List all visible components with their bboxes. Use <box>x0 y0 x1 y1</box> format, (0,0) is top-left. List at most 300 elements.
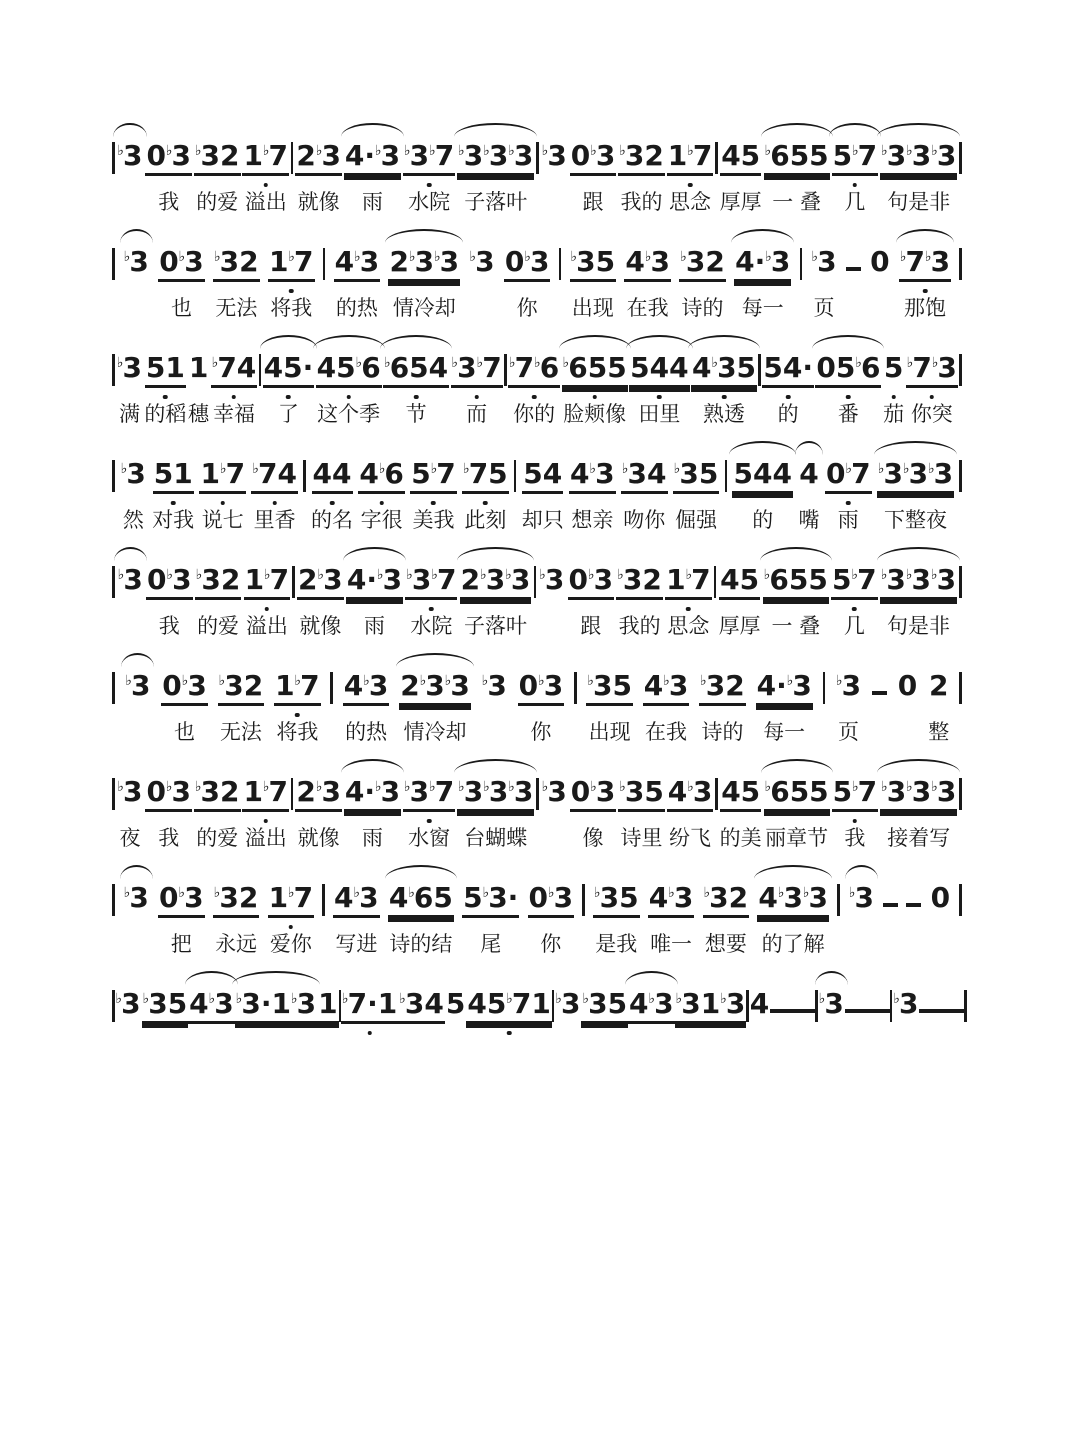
note-figures <box>665 560 712 600</box>
note-group <box>815 348 881 428</box>
note-figures <box>508 348 560 388</box>
lyric-syllable: 夜 <box>119 826 141 850</box>
duration-dash-mark <box>919 984 934 1024</box>
note-digit: 0 <box>570 139 591 172</box>
flat-sign: ♭ <box>125 673 132 689</box>
note-figures <box>405 560 457 600</box>
note-group <box>457 136 534 216</box>
note-digit: 6 <box>384 457 404 490</box>
note-figures <box>691 348 757 388</box>
barline-mark <box>959 242 962 282</box>
flat-sign: ♭ <box>906 143 913 159</box>
note-group <box>116 348 143 428</box>
note-digit: 3 <box>544 563 565 596</box>
note-digit: 3 <box>593 563 614 596</box>
note-group <box>194 772 241 852</box>
note-digit: 1 <box>173 457 193 490</box>
flat-sign: ♭ <box>899 249 907 265</box>
note-figures <box>568 560 615 600</box>
note-digit: 4 <box>263 351 284 384</box>
note-figures <box>541 772 568 812</box>
barline-mark <box>582 878 585 918</box>
note-group <box>457 772 534 852</box>
note-group <box>235 984 317 1024</box>
note-group <box>883 348 904 428</box>
note-figures <box>930 878 951 918</box>
note-digit: 0 <box>518 669 539 702</box>
flat-sign: ♭ <box>931 779 938 795</box>
note-group <box>211 348 258 428</box>
note-text <box>541 775 568 812</box>
flat-sign: ♭ <box>590 779 597 795</box>
note-digit: 2 <box>243 669 264 702</box>
note-group <box>880 136 957 216</box>
barline <box>725 454 728 494</box>
note-digit: 3 <box>219 881 239 914</box>
note-text <box>295 775 342 812</box>
note-digit: 3 <box>488 881 508 914</box>
note-digit: 2 <box>296 775 316 808</box>
lyric-syllable: 满 <box>118 402 140 426</box>
lyric-syllable: 在我 <box>645 720 688 744</box>
barline <box>112 772 115 812</box>
note-text <box>825 457 872 494</box>
lyric-syllable: 无法 <box>219 720 262 744</box>
note-group <box>481 666 508 706</box>
note-text <box>346 563 403 600</box>
flat-sign: ♭ <box>315 143 323 159</box>
note-text <box>570 245 617 282</box>
barline-stroke <box>959 778 962 810</box>
note-group <box>928 666 949 746</box>
note-group <box>344 772 401 852</box>
note-digit: 7 <box>217 351 237 384</box>
note-text <box>906 351 958 388</box>
note-figures <box>398 984 445 1024</box>
note-figures <box>883 348 904 388</box>
note-text <box>541 139 568 176</box>
note-text <box>667 775 714 812</box>
note-digit: 4 <box>735 245 755 278</box>
note-digit: 3 <box>510 563 531 596</box>
lyric-syllable: 将我 <box>270 296 313 320</box>
note-digit: 7 <box>691 563 711 596</box>
note-digit: 4 <box>756 669 777 702</box>
note-text <box>581 987 628 1024</box>
flat-sign: ♭ <box>765 249 772 265</box>
note-figures <box>757 878 829 918</box>
note-text <box>832 775 879 812</box>
note-group <box>146 560 193 640</box>
note-digit: 3 <box>201 563 221 596</box>
lyric-syllable: 的热 <box>345 720 388 744</box>
flat-sign: ♭ <box>764 143 772 159</box>
note-group <box>538 560 565 600</box>
note-digit: 1 <box>200 457 220 490</box>
barline <box>800 242 803 282</box>
note-text <box>268 881 315 918</box>
note-digit: 3 <box>898 987 919 1020</box>
note-text <box>699 669 746 706</box>
lyric-syllable: 你 <box>540 932 562 956</box>
note-digit: 1 <box>667 139 688 172</box>
note-digit: 3 <box>592 669 613 702</box>
note-digit: 5 <box>698 457 719 490</box>
note-figures <box>897 666 918 706</box>
note-group <box>462 454 509 534</box>
note-digit: 2 <box>220 775 240 808</box>
note-text <box>123 881 150 918</box>
note-digit: 4 <box>334 881 354 914</box>
lyric-syllable: 熟透 <box>703 402 745 426</box>
note-text <box>538 563 565 600</box>
note-figures <box>570 772 617 812</box>
note-figures <box>877 454 954 494</box>
note-digit: 7 <box>851 457 871 490</box>
barline-stroke <box>964 990 967 1022</box>
note-digit: 4 <box>236 351 257 384</box>
note-digit: 3 <box>457 351 477 384</box>
barline <box>534 560 537 600</box>
note-digit: 5 <box>789 139 810 172</box>
lyric-syllable: 台蝴蝶 <box>464 826 528 850</box>
flat-sign: ♭ <box>363 673 370 689</box>
barline-stroke <box>837 884 840 916</box>
barline-stroke <box>112 778 115 810</box>
flat-sign: ♭ <box>538 673 545 689</box>
barline <box>758 348 761 388</box>
note-digit: 7 <box>912 351 932 384</box>
barline <box>837 878 840 918</box>
note-group <box>144 348 186 428</box>
note-digit: 3 <box>709 881 729 914</box>
note-digit: 6 <box>770 775 790 808</box>
lyric-syllable: 页 <box>813 296 835 320</box>
flat-sign: ♭ <box>355 355 363 371</box>
lyric-syllable: 倔强 <box>675 508 718 532</box>
flat-sign: ♭ <box>469 249 477 265</box>
note-text <box>883 351 904 388</box>
note-text <box>297 563 344 600</box>
flat-sign: ♭ <box>548 885 555 901</box>
flat-sign: ♭ <box>165 779 173 795</box>
note-digit: 5 <box>808 563 828 596</box>
note-digit: 3 <box>543 669 564 702</box>
lyric-syllable: 我 <box>158 190 180 214</box>
note-digit: 3 <box>323 563 343 596</box>
flat-sign: ♭ <box>508 779 515 795</box>
note-group <box>818 984 845 1024</box>
barline <box>112 242 115 282</box>
barline-mark <box>291 136 294 176</box>
note-text <box>117 563 144 600</box>
lyric-syllable: 的热 <box>335 296 378 320</box>
note-figures <box>528 878 575 918</box>
lyric-syllable: 页 <box>838 720 859 744</box>
note-text <box>242 775 289 812</box>
note-group <box>358 454 405 534</box>
note-digit: 4 <box>467 987 487 1020</box>
note-figures <box>643 666 690 706</box>
note-text <box>763 563 829 600</box>
note-digit: 3 <box>425 669 445 702</box>
note-figures <box>146 560 193 600</box>
lyric-syllable: 雨 <box>361 190 383 214</box>
note-group <box>317 984 338 1024</box>
note-figures <box>153 454 194 494</box>
barline <box>259 348 262 388</box>
lyric-syllable: 就像 <box>297 190 340 214</box>
barline <box>112 136 115 176</box>
note-digit: 4 <box>334 245 355 278</box>
note-figures <box>581 984 628 1024</box>
flat-sign: ♭ <box>181 673 189 689</box>
note-text <box>831 563 878 600</box>
note-group <box>618 772 665 852</box>
lyric-syllable: 溢出 <box>245 614 288 638</box>
note-text <box>161 669 208 706</box>
lyric-syllable: 下整夜 <box>884 508 948 532</box>
note-digit: 0 <box>162 669 182 702</box>
note-text <box>263 351 315 388</box>
dash-stroke <box>872 691 887 695</box>
lyric-syllable: 穗 <box>188 402 210 426</box>
note-digit: 1 <box>244 563 265 596</box>
note-figures <box>274 666 321 706</box>
note-digit: 1 <box>271 987 291 1020</box>
lyric-syllable: 想要 <box>704 932 747 956</box>
note-digit: 1 <box>268 881 289 914</box>
barline <box>112 878 115 918</box>
barline <box>714 560 717 600</box>
flat-sign: ♭ <box>582 991 590 1007</box>
note-figures <box>621 454 668 494</box>
note-text <box>798 457 819 494</box>
note-group <box>581 984 628 1024</box>
note-figures <box>906 348 958 388</box>
note-text <box>146 563 193 600</box>
barline-mark <box>291 772 294 812</box>
duration-dash <box>906 878 921 918</box>
note-digit: 0 <box>568 563 588 596</box>
note-digit: 2 <box>400 669 420 702</box>
lyric-syllable: 你的 <box>513 402 556 426</box>
lyric-syllable: 此刻 <box>464 508 507 532</box>
barline-mark <box>959 560 962 600</box>
note-group <box>618 136 665 216</box>
dash-stroke <box>800 1009 815 1013</box>
notation-line <box>112 772 962 878</box>
lyric-syllable: 尾 <box>480 932 502 956</box>
flat-sign: ♭ <box>419 673 427 689</box>
flat-sign: ♭ <box>644 249 652 265</box>
note-group <box>410 454 457 534</box>
note-figures <box>570 136 617 176</box>
notation-line <box>112 348 962 454</box>
barline <box>959 878 962 918</box>
note-digit: 7 <box>257 457 278 490</box>
lyric-syllable: 你突 <box>910 402 953 426</box>
barline-mark <box>292 560 295 600</box>
barline-mark <box>112 454 115 494</box>
flat-sign: ♭ <box>194 779 202 795</box>
barline <box>715 136 718 176</box>
lyric-syllable: 节 <box>405 402 427 426</box>
note-digit: 2 <box>642 563 662 596</box>
flat-sign: ♭ <box>208 991 216 1007</box>
note-digit: 4 <box>346 563 367 596</box>
flat-sign: ♭ <box>505 567 512 583</box>
flat-sign: ♭ <box>483 779 490 795</box>
note-group <box>123 242 150 282</box>
note-figures <box>341 984 398 1024</box>
note-figures <box>251 454 298 494</box>
barline <box>715 772 718 812</box>
flat-sign: ♭ <box>881 779 888 795</box>
flat-sign: ♭ <box>483 143 490 159</box>
note-figures <box>457 136 534 176</box>
note-group <box>749 984 770 1024</box>
note-digit: 3 <box>673 881 694 914</box>
note-figures <box>218 666 265 706</box>
barline <box>536 772 539 812</box>
note-text <box>703 881 750 918</box>
note-figures <box>213 242 260 282</box>
note-digit: 7 <box>482 351 502 384</box>
note-digit: 7 <box>905 245 926 278</box>
note-group <box>899 242 951 322</box>
barline-mark <box>504 348 507 388</box>
flat-sign: ♭ <box>590 143 597 159</box>
lyric-syllable: 我 <box>844 826 866 850</box>
note-digit: 3 <box>553 881 574 914</box>
note-group <box>251 454 298 534</box>
note-digit: 7 <box>434 775 455 808</box>
barline-mark <box>536 772 539 812</box>
dot-after-note: · <box>802 351 813 384</box>
note-digit: 3 <box>513 775 534 808</box>
note-text <box>145 775 192 812</box>
note-digit: 3 <box>485 563 506 596</box>
note-digit: 4 <box>772 457 792 490</box>
lyric-syllable: 那饱 <box>904 296 947 320</box>
flat-sign: ♭ <box>376 567 384 583</box>
note-text <box>158 245 205 282</box>
barline-mark <box>112 666 115 706</box>
note-figures <box>199 454 246 494</box>
note-digit: 4 <box>721 775 741 808</box>
note-digit: 7 <box>468 457 489 490</box>
note-digit: 0 <box>930 881 951 914</box>
note-figures <box>831 560 878 600</box>
barline-stroke <box>534 566 537 598</box>
note-figures <box>481 666 508 706</box>
note-figures <box>462 454 509 494</box>
note-group <box>703 878 750 958</box>
flat-sign: ♭ <box>408 249 416 265</box>
note-text <box>466 987 552 1024</box>
note-digit: 4 <box>388 881 409 914</box>
note-figures <box>244 560 291 600</box>
flat-sign: ♭ <box>905 567 913 583</box>
note-group <box>399 666 471 746</box>
lyric-syllable: 番 <box>837 402 859 426</box>
note-text <box>211 351 258 388</box>
flat-sign: ♭ <box>482 885 490 901</box>
note-figures <box>344 136 401 176</box>
note-text <box>616 563 663 600</box>
note-text <box>734 245 791 282</box>
lyric-syllable: 的 <box>777 402 799 426</box>
note-digit: 3 <box>439 245 460 278</box>
note-figures <box>120 454 147 494</box>
flat-sign: ♭ <box>252 461 259 477</box>
note-figures <box>763 560 829 600</box>
lyric-syllable: 接着写 <box>887 826 951 850</box>
barline-stroke <box>823 672 826 704</box>
note-figures <box>618 772 665 812</box>
lyric-syllable: 雨 <box>837 508 859 532</box>
barline-stroke <box>514 460 517 492</box>
barline <box>823 666 826 706</box>
flat-sign: ♭ <box>481 673 489 689</box>
duration-dash <box>770 984 785 1024</box>
note-digit: 3 <box>296 987 317 1020</box>
flat-sign: ♭ <box>178 885 186 901</box>
barline-mark <box>959 348 962 388</box>
note-text <box>621 457 668 494</box>
note-text <box>188 351 209 388</box>
note-digit: 0 <box>504 245 525 278</box>
note-digit: 3 <box>411 563 432 596</box>
note-digit: 1 <box>666 563 686 596</box>
note-figures <box>161 666 208 706</box>
note-figures <box>116 136 143 176</box>
note-group <box>123 878 150 918</box>
duration-dash-mark <box>875 984 890 1024</box>
note-figures <box>880 136 957 176</box>
lyric-syllable: 你 <box>530 720 552 744</box>
duration-dash <box>800 984 815 1024</box>
note-group <box>188 984 235 1024</box>
note-text <box>242 139 289 176</box>
lyric-syllable: 诗的 <box>701 720 744 744</box>
barline-mark <box>574 666 577 706</box>
note-group <box>616 560 663 640</box>
note-digit: 3 <box>529 245 550 278</box>
note-group <box>462 878 519 958</box>
lyric-syllable: 跟 <box>582 190 604 214</box>
dot-after-note: · <box>507 881 519 914</box>
lyric-syllable: 无法 <box>215 296 258 320</box>
lyric-syllable: 丽章节 <box>765 826 829 850</box>
note-digit: 1 <box>377 987 398 1020</box>
note-figures <box>388 878 454 918</box>
barline-stroke <box>959 248 962 280</box>
note-text <box>317 987 338 1024</box>
note-digit: 3 <box>930 245 951 278</box>
lyric-syllable: 水窗 <box>408 826 451 850</box>
note-text <box>732 457 792 494</box>
note-text <box>145 351 186 388</box>
note-digit: 3 <box>359 245 380 278</box>
lyric-syllable: 的爱 <box>196 190 239 214</box>
barline-mark <box>715 772 718 812</box>
note-digit: 1 <box>318 987 338 1020</box>
lyric-syllable: 却只 <box>521 508 564 532</box>
note-digit: 5 <box>733 457 753 490</box>
note-figures <box>732 454 792 494</box>
